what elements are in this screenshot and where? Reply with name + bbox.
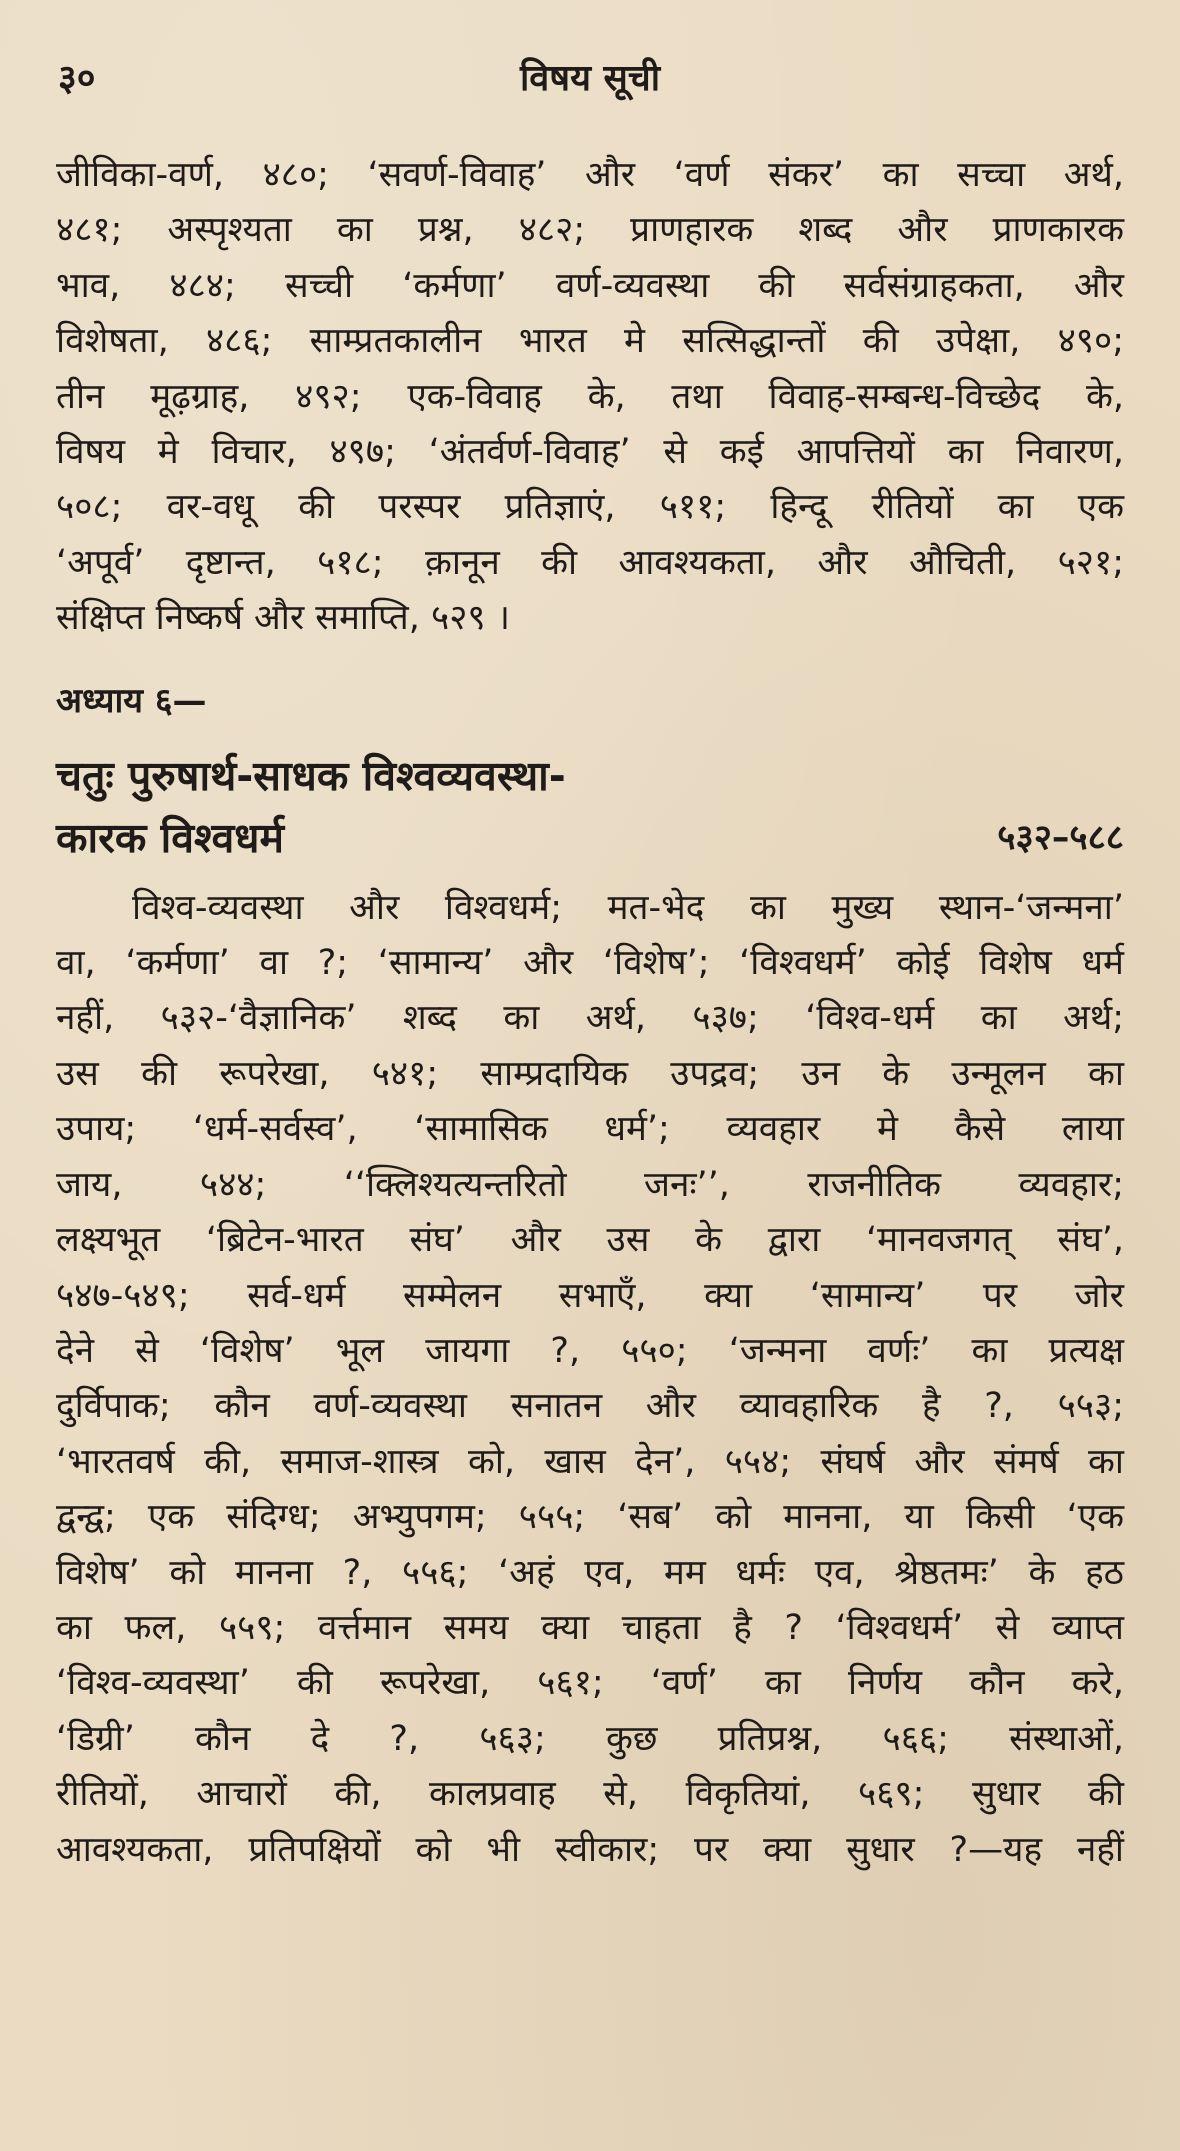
text-line: ४८१; अस्पृश्यता का प्रश्न, ४८२; प्राणहारक शब्द और प्राणकारक <box>56 210 1124 251</box>
text-line: नहीं, ५३२-‘वैज्ञानिक’ शब्द का अर्थ, ५३७; ‘विश्व-धर्म का अर्थ; <box>56 998 1124 1039</box>
text-line: ‘अपूर्व’ दृष्टान्त, ५१८; क़ानून की आवश्यकता, और औचिती, ५२१; <box>56 542 1124 583</box>
text-line: दुर्विपाक; कौन वर्ण-व्यवस्था सनातन और व्यावहारिक है ?, ५५३; <box>56 1386 1124 1427</box>
text-line: द्वन्द्व; एक संदिग्ध; अभ्युपगम; ५५५; ‘सब’ को मानना, या किसी ‘एक <box>56 1497 1124 1538</box>
contents-body <box>56 148 1124 1878</box>
chapter-title-line: चतुः पुरुषार्थ-साधक विश्वव्यवस्था- <box>56 751 566 800</box>
text-line: लक्ष्यभूत ‘ब्रिटेन-भारत संघ’ और उस के द्वारा ‘मानवजगत् संघ’, <box>56 1220 1124 1261</box>
text-line: वा, ‘कर्मणा’ वा ?; ‘सामान्य’ और ‘विशेष’; ‘विश्वधर्म’ कोई विशेष धर्म <box>56 943 1124 984</box>
text-line: विषय मे विचार, ४९७; ‘अंतर्वर्ण-विवाह’ से कई आपत्तियों का निवारण, <box>56 432 1124 473</box>
chapter-title-row <box>56 807 1124 869</box>
text-line: ५०८; वर-वधू की परस्पर प्रतिज्ञाएं, ५११; हिन्दू रीतियों का एक <box>56 487 1124 528</box>
chapter-label: अध्याय ६— <box>56 680 207 721</box>
chapter-page-range: ५३२–५८८ <box>997 817 1124 858</box>
text-line: ‘विश्व-व्यवस्था’ की रूपरेखा, ५६१; ‘वर्ण’ का निर्णय कौन करे, <box>56 1663 1124 1704</box>
text-line: ‘डिग्री’ कौन दे ?, ५६३; कुछ प्रतिप्रश्न, ५६६; संस्थाओं, <box>56 1718 1124 1759</box>
text-line: जीविका-वर्ण, ४८०; ‘सवर्ण-विवाह’ और ‘वर्ण संकर’ का सच्चा अर्थ, <box>56 155 1124 195</box>
text-line: भाव, ४८४; सच्ची ‘कर्मणा’ वर्ण-व्यवस्था की सर्वसंग्राहकता, और <box>56 265 1124 306</box>
text-line: जाय, ५४४; ‘‘क्लिश्यत्यन्तरितो जनः’’, राजनीतिक व्यवहार; <box>56 1164 1124 1205</box>
chapter-title-line: कारक विश्वधर्म <box>56 813 285 862</box>
previous-chapter-continuation <box>56 148 1124 647</box>
text-line: ५४७-५४९; सर्व-धर्म सम्मेलन सभाएँ, क्या ‘सामान्य’ पर जोर <box>56 1275 1124 1316</box>
text-line: देने से ‘विशेष’ भूल जायगा ?, ५५०; ‘जन्मना वर्णः’ का प्रत्यक्ष <box>56 1330 1124 1371</box>
text-line: उस की रूपरेखा, ५४१; साम्प्रदायिक उपद्रव; उन के उन्मूलन का <box>56 1053 1124 1094</box>
text-line: आवश्यकता, प्रतिपक्षियों को भी स्वीकार; पर क्या सुधार ?—यह नहीं <box>56 1829 1124 1870</box>
text-line: उपाय; ‘धर्म-सर्वस्व’, ‘सामासिक धर्म’; व्यवहार मे कैसे लाया <box>56 1109 1124 1150</box>
text-line: ‘भारतवर्ष की, समाज-शास्त्र को, खास देन’, ५५४; संघर्ष और संमर्ष का <box>56 1441 1124 1482</box>
page-number: ३० <box>58 58 96 99</box>
page-header <box>58 52 1122 112</box>
text-line: विश्व-व्यवस्था और विश्वधर्म; मत-भेद का मुख्य स्थान-‘जन्मना’ <box>132 887 1124 928</box>
text-line: तीन मूढ़ग्राह, ४९२; एक-विवाह के, तथा विवाह-सम्बन्ध-विच्छेद के, <box>56 376 1124 417</box>
text-line: विशेष’ को मानना ?, ५५६; ‘अहं एव, मम धर्मः एव, श्रेष्ठतमः’ के हठ <box>56 1552 1124 1593</box>
text-line: विशेषता, ४८६; साम्प्रतकालीन भारत मे सत्सिद्धान्तों की उपेक्षा, ४९०; <box>56 321 1124 362</box>
chapter-title <box>56 745 1124 869</box>
running-title: विषय सूची <box>519 58 661 99</box>
text-line: संक्षिप्त निष्कर्ष और समाप्ति, ५२९ । <box>56 598 510 639</box>
chapter-summary <box>56 881 1124 1878</box>
text-line: रीतियों, आचारों की, कालप्रवाह से, विकृतियां, ५६९; सुधार की <box>56 1774 1124 1815</box>
text-line: का फल, ५५९; वर्त्तमान समय क्या चाहता है ? ‘विश्वधर्म’ से व्याप्त <box>56 1607 1124 1648</box>
